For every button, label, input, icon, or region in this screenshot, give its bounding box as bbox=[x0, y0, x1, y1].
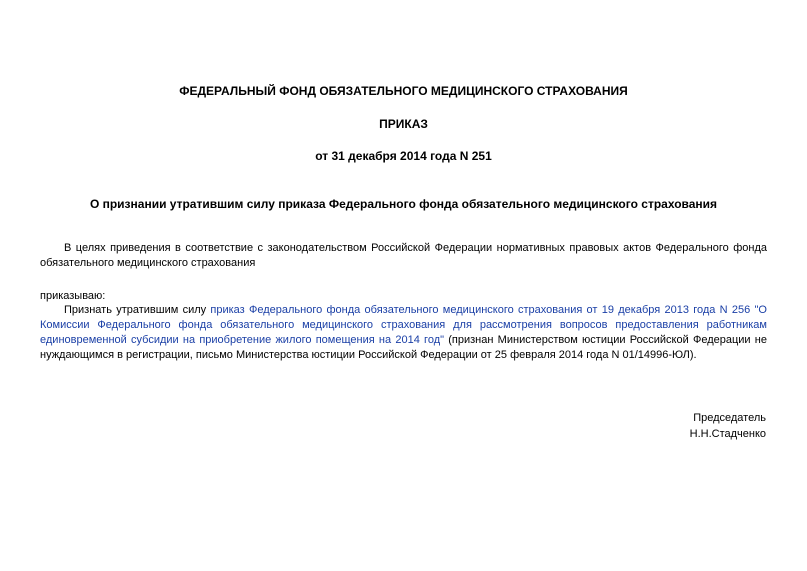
signature-name: Н.Н.Стадченко bbox=[689, 428, 766, 440]
clause-paragraph bbox=[40, 303, 767, 363]
clause-lead-text: Признать утратившим силу bbox=[64, 304, 211, 316]
organization-heading: ФЕДЕРАЛЬНЫЙ ФОНД ОБЯЗАТЕЛЬНОГО МЕДИЦИНСКОГО СТРАХОВАНИЯ bbox=[179, 84, 628, 98]
document-subject-heading: О признании утратившим силу приказа Федерального фонда обязательного медицинского страхования bbox=[89, 197, 718, 211]
order-word: приказываю: bbox=[40, 290, 106, 302]
document-date-heading: от 31 декабря 2014 года N 251 bbox=[315, 149, 492, 163]
clause-tail-text: (признан Министерством юстиции Российской Федерации не нуждающимся в регистрации, письмо Министерства юстиции Российской Федерации от 25 февраля 2014 года N 01/14996-ЮЛ). bbox=[40, 334, 767, 361]
preamble-paragraph: В целях приведения в соответствие с законодательством Российской Федерации нормативных правовых актов Федерального фонда обязательного медицинского страхования bbox=[40, 242, 767, 269]
referenced-order-link[interactable]: приказ Федерального фонда обязательного медицинского страхования от 19 декабря 2013 года N 256 "О Комиссии Федерального фонда обязательного медицинского страхования для рассмотрения вопросов предоставления работникам единовременной субсидии на приобретение жилого помещения на 2014 год" bbox=[40, 304, 767, 346]
document-type-heading: ПРИКАЗ bbox=[379, 117, 428, 131]
signature-title: Председатель bbox=[693, 412, 766, 424]
